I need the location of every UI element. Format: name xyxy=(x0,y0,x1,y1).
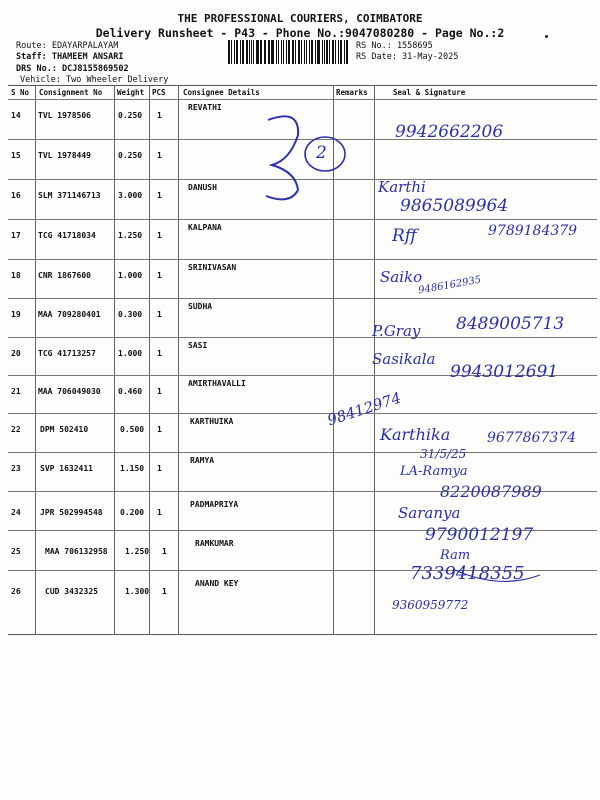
cell-pcs: 1 xyxy=(157,349,162,358)
signature-22-name: Karthika xyxy=(380,425,451,444)
cell-weight: 1.300 xyxy=(125,587,150,596)
cell-pcs: 1 xyxy=(157,151,162,160)
signature-25-mark: Ram xyxy=(440,548,471,563)
drs-number: DRS No.: DCJ8155869502 xyxy=(16,64,129,74)
cell-sno: 14 xyxy=(11,111,21,120)
cell-consignment: TCG 41713257 xyxy=(38,349,96,358)
signature-18: 9486162935 xyxy=(417,274,483,297)
cell-sno: 26 xyxy=(11,587,21,596)
cell-consignee: ANAND KEY xyxy=(195,579,239,588)
circled-number: 2 xyxy=(316,143,327,163)
cell-weight: 1.000 xyxy=(118,349,143,358)
cell-pcs: 1 xyxy=(157,464,162,473)
handwritten-number-3 xyxy=(266,116,298,199)
cell-sno: 15 xyxy=(11,151,21,160)
signature-16-name: Karthi xyxy=(378,178,426,196)
cell-pcs: 1 xyxy=(157,508,162,517)
cell-sno: 23 xyxy=(11,464,21,473)
cell-weight: 1.150 xyxy=(120,464,145,473)
signature-16: 9865089964 xyxy=(400,196,509,216)
signature-14: 9942662206 xyxy=(395,122,504,142)
signature-17: 9789184379 xyxy=(488,223,578,239)
cell-consignee: SRINIVASAN xyxy=(188,263,237,272)
cell-sno: 17 xyxy=(11,231,21,240)
cell-consignment: SLM 371146713 xyxy=(38,191,101,200)
cell-sno: 19 xyxy=(11,310,21,319)
cell-weight: 0.500 xyxy=(120,425,145,434)
cell-consignment: CNR 1867600 xyxy=(38,271,91,280)
cell-consignee: SUDHA xyxy=(188,302,213,311)
cell-pcs: 1 xyxy=(157,425,162,434)
signature-23-mark: LA-Ramya xyxy=(400,464,468,479)
signature-20-mark: Sasikala xyxy=(372,350,436,368)
cell-pcs: 1 xyxy=(157,310,162,319)
cell-consignment: TVL 1978449 xyxy=(38,151,91,160)
cell-sno: 16 xyxy=(11,191,21,200)
signature-20: 9943012691 xyxy=(450,362,559,382)
cell-sno: 25 xyxy=(11,547,21,556)
cell-consignment: TVL 1978506 xyxy=(38,111,91,120)
signature-24: 9790012197 xyxy=(425,525,534,545)
cell-consignment: JPR 502994548 xyxy=(40,508,103,517)
cell-weight: 0.460 xyxy=(118,387,143,396)
col-consignee: Consignee Details xyxy=(183,88,260,97)
cell-consignee: KARTHUIKA xyxy=(190,417,234,426)
cell-pcs: 1 xyxy=(162,547,167,556)
cell-consignment: MAA 709280401 xyxy=(38,310,101,319)
cell-weight: 0.300 xyxy=(118,310,143,319)
vehicle: Vehicle: Two Wheeler Delivery xyxy=(20,75,169,85)
rs-number: RS No.: 1558695 xyxy=(356,41,433,51)
cell-consignment: SVP 1632411 xyxy=(40,464,93,473)
cell-pcs: 1 xyxy=(162,587,167,596)
rs-date: RS Date: 31-May-2025 xyxy=(356,52,459,62)
cell-consignee: REVATHI xyxy=(188,103,222,112)
cell-weight: 0.250 xyxy=(118,151,143,160)
cell-consignment: CUD 3432325 xyxy=(45,587,98,596)
cell-weight: 1.000 xyxy=(118,271,143,280)
cell-sno: 21 xyxy=(11,387,21,396)
cell-weight: 0.250 xyxy=(118,111,143,120)
signature-17-mark: Rff xyxy=(392,226,417,246)
signature-19-name: P.Gray xyxy=(372,322,421,340)
cell-consignee: RAMKUMAR xyxy=(195,539,234,548)
signature-23: 8220087989 xyxy=(440,482,542,501)
col-weight: Weight xyxy=(117,88,145,97)
signature-24-name: Saranya xyxy=(398,504,461,522)
cell-consignee: AMIRTHAVALLI xyxy=(188,379,246,388)
signature-22-date: 31/5/25 xyxy=(420,447,467,461)
col-consignment: Consignment No xyxy=(39,88,103,97)
cell-consignment: TCG 41718034 xyxy=(38,231,96,240)
cell-consignment: MAA 706049030 xyxy=(38,387,101,396)
cell-weight: 1.250 xyxy=(125,547,150,556)
cell-consignment: MAA 706132958 xyxy=(45,547,108,556)
cell-consignee: RAMYA xyxy=(190,456,215,465)
cell-consignee: KALPANA xyxy=(188,223,222,232)
signature-25: 7339418355 xyxy=(410,563,525,584)
cell-sno: 24 xyxy=(11,508,21,517)
signature-21: 98412974 xyxy=(325,388,404,430)
cell-consignee: PADMAPRIYA xyxy=(190,500,239,509)
col-remarks: Remarks xyxy=(336,88,368,97)
signature-22: 9677867374 xyxy=(487,430,577,446)
col-sno: S No xyxy=(11,88,30,97)
signature-18-mark: Saiko xyxy=(380,268,423,286)
cell-weight: 1.250 xyxy=(118,231,143,240)
company-title: THE PROFESSIONAL COURIERS, COIMBATORE xyxy=(177,12,423,25)
runsheet-title: Delivery Runsheet - P43 - Phone No.:9047080280 - Page No.:2 xyxy=(95,26,505,40)
cell-pcs: 1 xyxy=(157,387,162,396)
cell-weight: 0.200 xyxy=(120,508,145,517)
staff: Staff: THAMEEM ANSARI xyxy=(16,52,124,62)
cell-weight: 3.000 xyxy=(118,191,143,200)
cell-consignee: DANUSH xyxy=(188,183,217,192)
cell-pcs: 1 xyxy=(157,111,162,120)
route: Route: EDAYARPALAYAM xyxy=(16,41,119,51)
signature-19: 8489005713 xyxy=(456,314,565,334)
cell-sno: 22 xyxy=(11,425,21,434)
cell-consignee: SASI xyxy=(188,341,208,350)
signature-26: 9360959772 xyxy=(392,598,469,612)
cell-pcs: 1 xyxy=(157,271,162,280)
cell-sno: 18 xyxy=(11,271,21,280)
col-pcs: PCS xyxy=(152,88,166,97)
cell-pcs: 1 xyxy=(157,231,162,240)
col-signature: Seal & Signature xyxy=(393,88,466,97)
cell-pcs: 1 xyxy=(157,191,162,200)
cell-sno: 20 xyxy=(11,349,21,358)
cell-consignment: DPM 502410 xyxy=(40,425,89,434)
